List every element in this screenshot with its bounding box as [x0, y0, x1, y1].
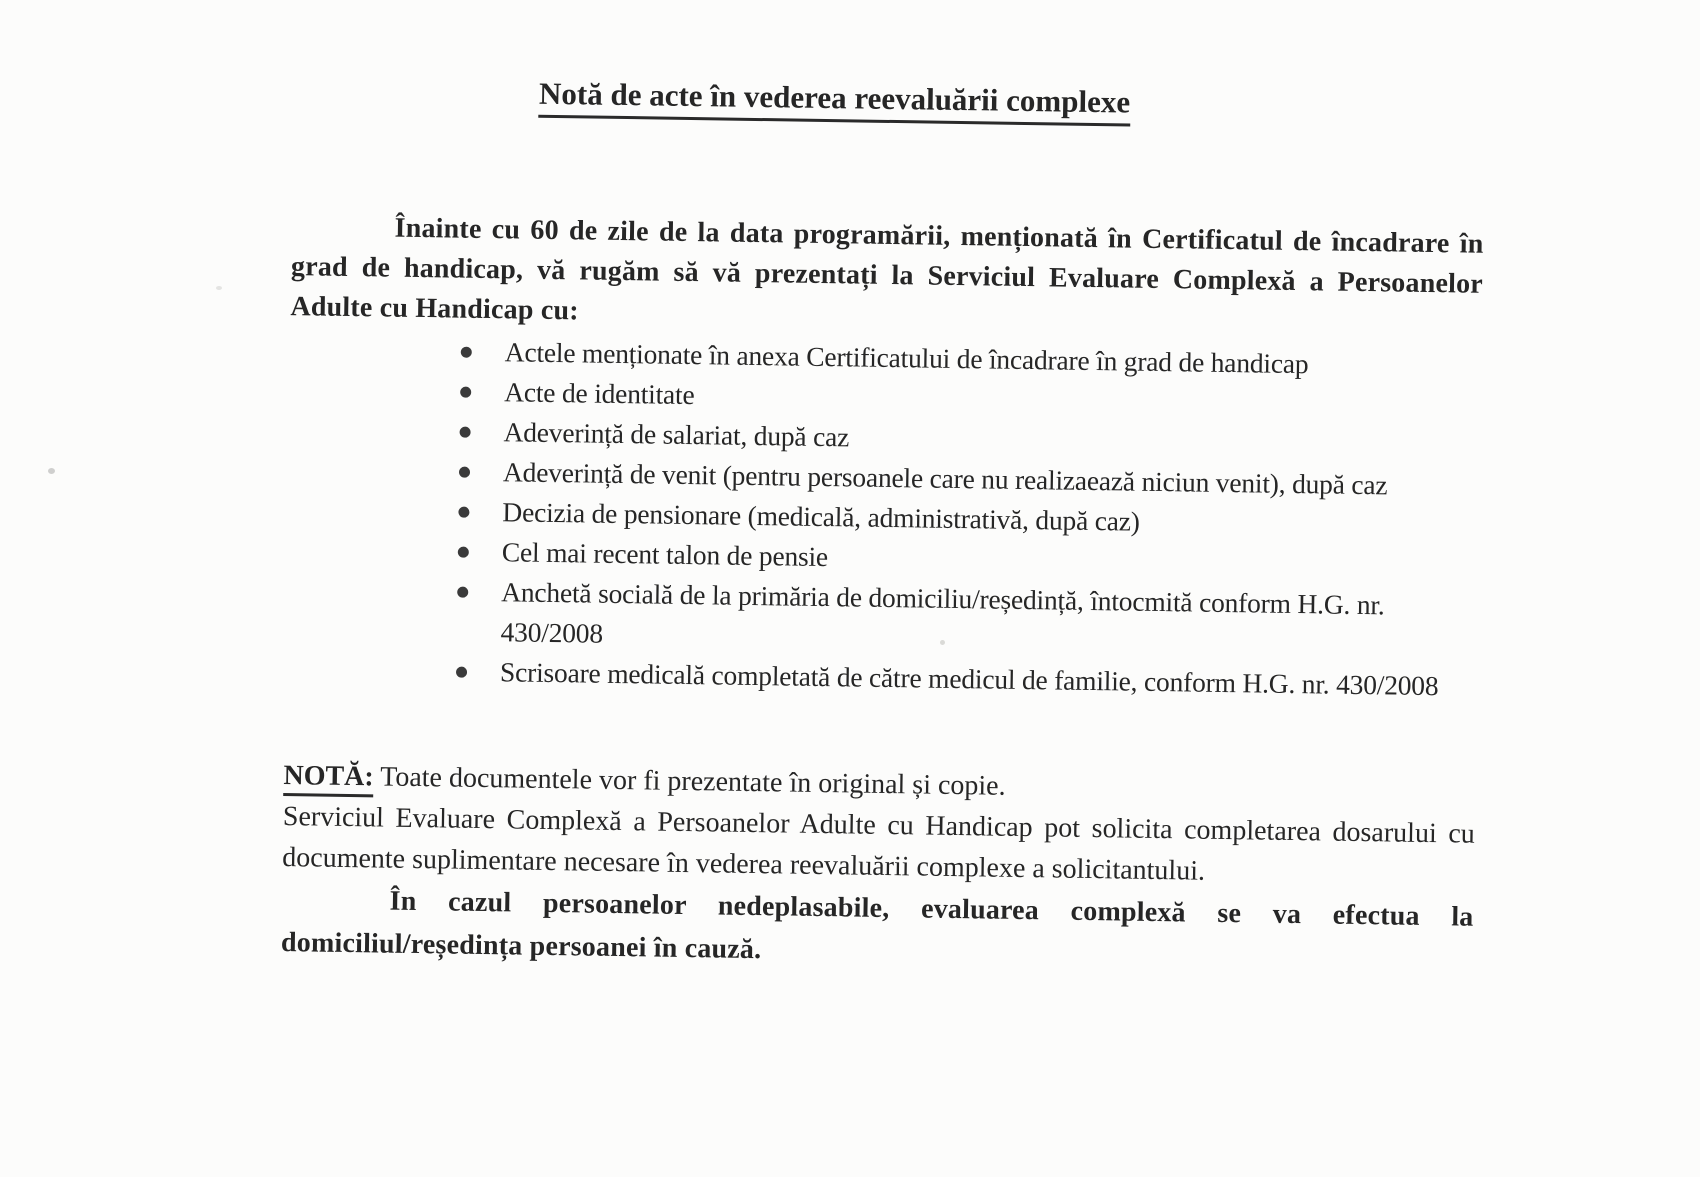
bullet-icon	[457, 587, 468, 598]
bullet-icon	[460, 427, 471, 438]
list-item-text: Scrisoare medicală completată de către medicul de familie, conform H.G. nr. 430/2008	[499, 656, 1439, 702]
list-item	[500, 572, 1478, 666]
scan-speck	[48, 468, 55, 474]
bullet-icon	[458, 507, 469, 518]
list-item-text: Adeverință de salariat, după caz	[503, 416, 850, 453]
scan-speck	[940, 640, 945, 645]
nota-text: Toate documentele vor fi prezentate în original și copie.	[373, 761, 1006, 802]
list-item-text: Acte de identitate	[503, 376, 695, 411]
list-item-text: Actele menționate în anexa Certificatului de încadrare în grad de handicap	[504, 336, 1309, 380]
nota-label: NOTĂ:	[283, 760, 374, 797]
bullet-icon	[456, 667, 467, 678]
intro-paragraph: Înainte cu 60 de zile de la data programării, menționată în Certificatul de încadrare în grad de handicap, vă rugăm să vă prezentați la Serviciul Evaluare Complexă a Persoanelor Adulte cu Handicap cu:	[290, 212, 1484, 327]
nota-followup-paragraph: Serviciul Evaluare Complexă a Persoanelor Adulte cu Handicap pot solicita completarea dosarului cu documente suplimentare necesare în vederea reevaluării complexe a solicitantului.	[282, 801, 1475, 887]
document-title-text: Notă de acte în vederea reevaluării complexe	[539, 76, 1131, 127]
bullet-icon	[459, 467, 470, 478]
final-paragraph: În cazul persoanelor nedeplasabile, evaluarea complexă se va efectua la domiciliul/reședința persoanei în cauză.	[280, 885, 1474, 966]
bullet-icon	[460, 387, 471, 398]
required-documents-list	[285, 329, 1482, 707]
nota-section	[282, 755, 1476, 896]
bullet-icon	[458, 547, 469, 558]
document-title	[293, 71, 1485, 127]
scanned-document-page	[281, 0, 1487, 982]
list-item-text: Anchetă socială de la primăria de domiciliu/reședință, întocmită conform H.G. nr. 430/2008	[500, 576, 1385, 649]
bullet-icon	[461, 347, 472, 358]
list-item-text: Cel mai recent talon de pensie	[501, 536, 829, 573]
list-item-text: Adeverință de venit (pentru persoanele care nu realizaează niciun venit), după caz	[502, 456, 1388, 501]
list-item-text: Decizia de pensionare (medicală, administrativă, după caz)	[502, 496, 1140, 537]
scan-speck	[216, 286, 222, 290]
